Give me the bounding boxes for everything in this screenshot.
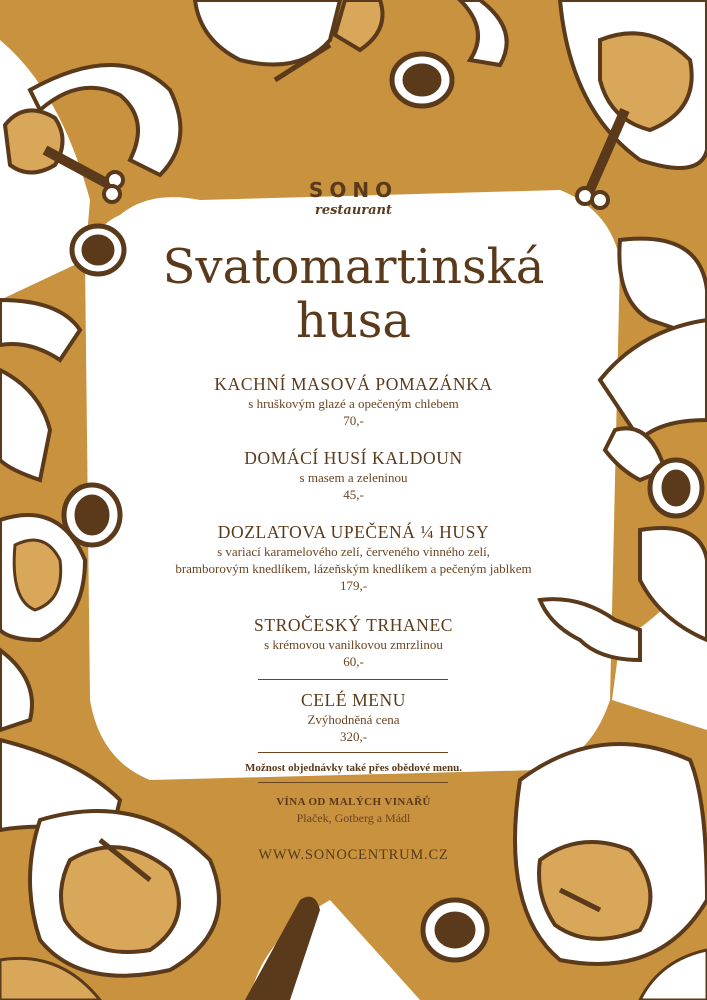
menu-item-name: KACHNÍ MASOVÁ POMAZÁNKA [214,374,493,394]
order-note: Možnost objednávky také přes obědové menu. [245,762,462,774]
menu-item-desc: s hruškovým glazé a opečeným chlebem [248,396,459,411]
wine-title: VÍNA OD MALÝCH VINAŘŮ [276,796,431,808]
menu-item-price: 70,- [343,413,364,428]
menu-item [110,373,597,430]
full-menu-name: CELÉ MENU [300,690,407,710]
menu-item-desc: s krémovou vanilkovou zmrzlinou [264,637,443,652]
full-menu-price: 320,- [339,729,368,744]
brand-name: SONO [308,178,399,202]
menu-item-name: STROČESKÝ TRHANEC [254,615,453,635]
website-link[interactable]: WWW.SONOCENTRUM.CZ [258,847,449,863]
menu-item-name: DOZLATOVA UPEČENÁ ¼ HUSY [217,522,490,542]
menu-item-desc: bramborovým knedlíkem, lázeňským knedlíkem a pečeným jablkem [175,561,532,576]
menu-item [110,614,597,671]
page-title-line-2: husa [295,293,412,349]
menu-item-price: 60,- [343,654,364,669]
divider [258,752,448,753]
brand-subtitle: restaurant [314,203,393,218]
menu-item [110,447,597,504]
full-menu-desc: Zvýhodněná cena [307,712,400,727]
divider [258,782,448,783]
divider [258,679,448,680]
menu-item-name: DOMÁCÍ HUSÍ KALDOUN [244,448,463,468]
full-menu [110,689,597,746]
menu-item-price: 45,- [343,487,364,502]
menu-item-desc: s variací karamelového zelí, červeného vinného zelí, [217,544,490,559]
menu-item-desc: s masem a zeleninou [299,470,408,485]
menu-item [110,521,597,595]
menu-item-price: 179,- [339,578,368,593]
wine-desc: Plaček, Gotberg a Mádl [296,811,411,825]
page-title-line-1: Svatomartinská [162,239,545,295]
